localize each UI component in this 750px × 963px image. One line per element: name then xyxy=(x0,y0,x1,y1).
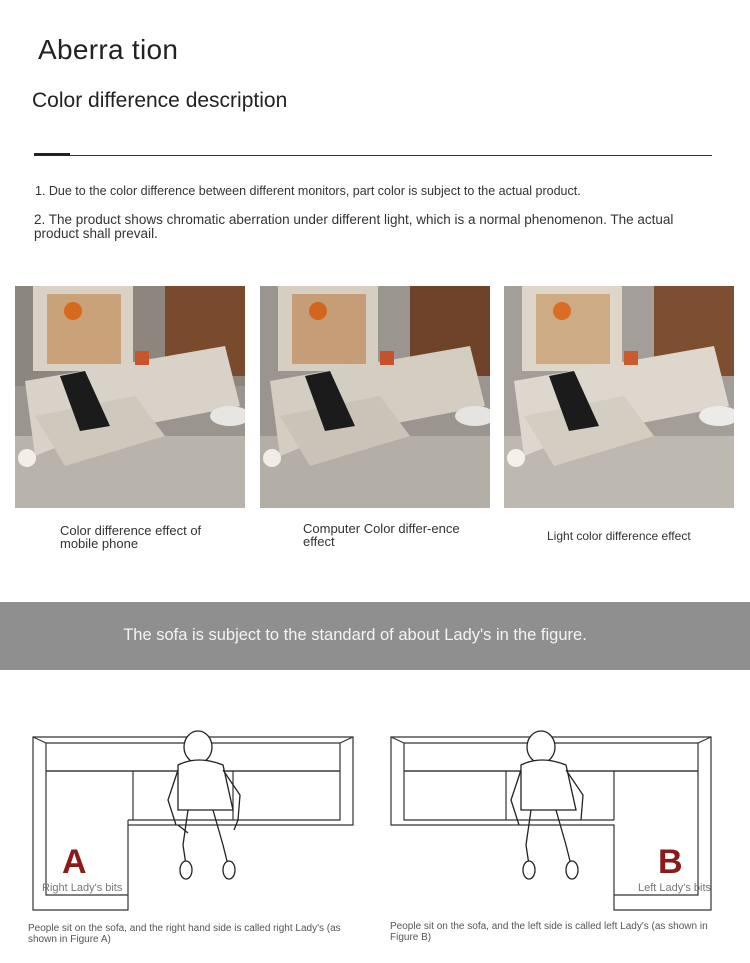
figure-letter-b: B xyxy=(658,843,683,881)
section-subtitle: Color difference description xyxy=(32,89,288,112)
caption-mobile: Color difference effect of mobile phone xyxy=(60,523,202,551)
banner-text: The sofa is subject to the standard of about Lady's in the figure. xyxy=(123,626,587,644)
note-light: 2. The product shows chromatic aberration under different light, which is a normal phenomenon. The actual product shall prevail. xyxy=(34,212,674,241)
figure-label-b: Left Lady's bits xyxy=(638,882,712,894)
divider xyxy=(34,155,712,156)
page-title: Aberra tion xyxy=(38,34,179,65)
figure-letter-a: A xyxy=(62,843,87,881)
sofa-photo-mobile xyxy=(15,286,245,508)
divider-accent xyxy=(34,153,70,156)
sofa-photo-computer xyxy=(260,286,490,508)
sofa-photo-light xyxy=(504,286,734,508)
note-monitor: 1. Due to the color difference between different monitors, part color is subject to the actual product. xyxy=(35,184,581,198)
figure-description-a: People sit on the sofa, and the right hand side is called right Lady's (as shown in Figure A) xyxy=(28,923,341,945)
figure-description-b: People sit on the sofa, and the left side is called left Lady's (as shown in Figure B) xyxy=(390,921,708,943)
caption-computer: Computer Color differ-ence effect xyxy=(303,521,460,549)
caption-light: Light color difference effect xyxy=(547,529,691,543)
figure-label-a: Right Lady's bits xyxy=(42,882,123,894)
